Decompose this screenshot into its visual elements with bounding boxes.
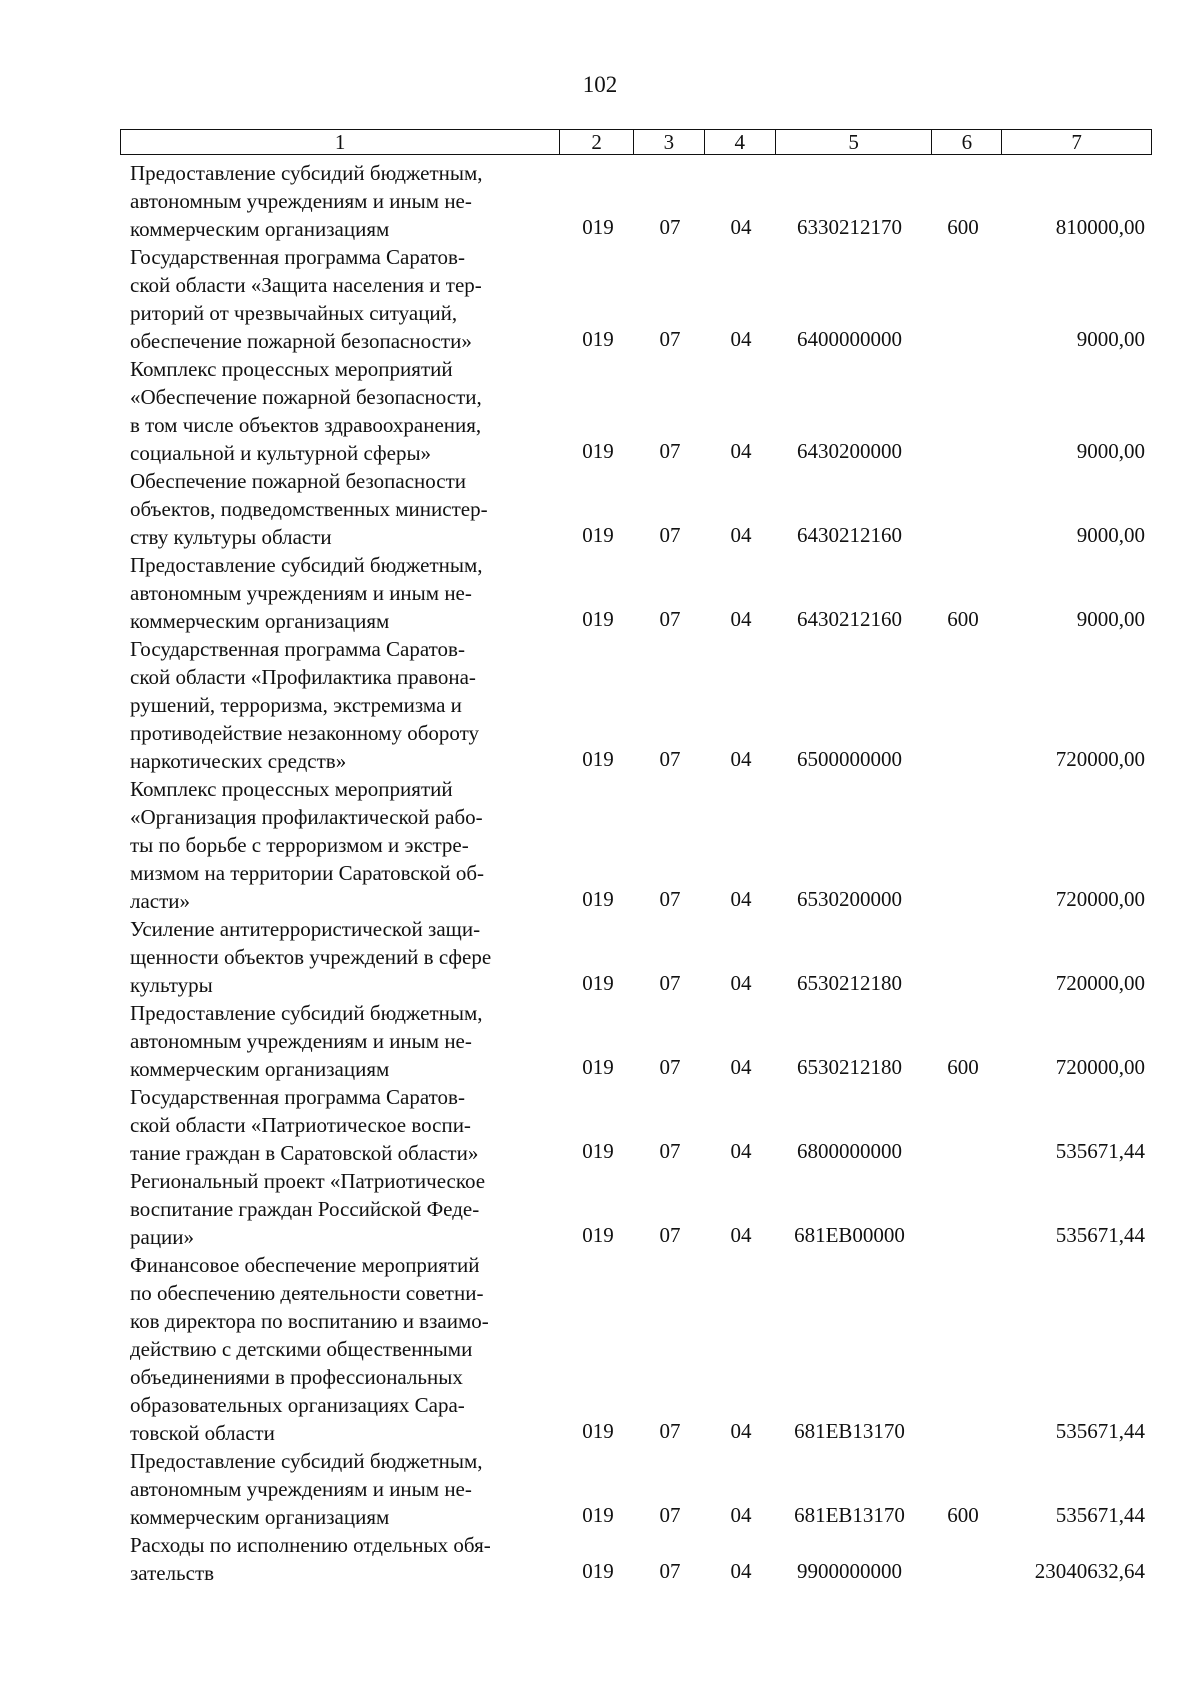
row-col-3: 07 [659, 607, 681, 631]
table-body [0, 159, 1200, 1587]
table-header [120, 129, 1152, 155]
row-col-5: 6430212160 [797, 523, 902, 547]
row-col-7: 535671,44 [1055, 1139, 1145, 1163]
row-description: Комплекс процессных мероприятий «Организация профилактической рабо- ты по борьбе с терроризмом и экстре- мизмом на территории Саратовской об- ласти» [130, 777, 485, 913]
row-col-5: 681EB13170 [794, 1419, 905, 1443]
row-col-7: 535671,44 [1055, 1223, 1145, 1247]
row-col-7: 9000,00 [1076, 607, 1145, 631]
row-col-2: 019 [582, 327, 614, 351]
row-col-3: 07 [659, 1503, 681, 1527]
table-row [0, 1167, 1200, 1251]
row-col-2: 019 [582, 1559, 614, 1583]
row-col-7: 23040632,64 [1034, 1559, 1145, 1583]
row-col-4: 04 [730, 1419, 752, 1443]
row-col-7: 810000,00 [1055, 215, 1145, 239]
row-col-3: 07 [659, 215, 681, 239]
row-col-7: 720000,00 [1055, 1055, 1145, 1079]
row-col-3: 07 [659, 971, 681, 995]
row-col-4: 04 [730, 523, 752, 547]
table-row [0, 1251, 1200, 1447]
row-col-2: 019 [582, 1503, 614, 1527]
row-col-4: 04 [730, 971, 752, 995]
row-col-5: 6400000000 [797, 327, 902, 351]
row-col-3: 07 [659, 1419, 681, 1443]
row-col-4: 04 [730, 747, 752, 771]
row-col-7: 9000,00 [1076, 327, 1145, 351]
row-col-4: 04 [730, 215, 752, 239]
row-col-4: 04 [730, 1223, 752, 1247]
row-col-5: 6430212160 [797, 607, 902, 631]
row-col-7: 9000,00 [1076, 523, 1145, 547]
row-description: Предоставление субсидий бюджетным, автономным учреждениям и иным не- коммерческим организациям [130, 1449, 483, 1529]
row-col-5: 6530212180 [797, 971, 902, 995]
row-col-5: 6330212170 [797, 215, 902, 239]
row-description: Усиление антитеррористической защи- щенности объектов учреждений в сфере культуры [130, 917, 492, 997]
row-description: Государственная программа Саратов- ской области «Патриотическое воспи- тание граждан в Саратовской области» [130, 1085, 479, 1165]
row-description: Финансовое обеспечение мероприятий по обеспечению деятельности советни- ков директора по воспитанию и взаимо- действию с детскими общественными объединениями в профессиональных образовательных организациях Сара- товской области [130, 1253, 489, 1445]
row-col-7: 720000,00 [1055, 747, 1145, 771]
row-col-2: 019 [582, 971, 614, 995]
row-col-5: 681EB00000 [794, 1223, 905, 1247]
table-row [0, 915, 1200, 999]
header-col-3: 3 [634, 130, 705, 154]
row-col-4: 04 [730, 1055, 752, 1079]
row-col-7: 9000,00 [1076, 439, 1145, 463]
row-description: Комплекс процессных мероприятий «Обеспечение пожарной безопасности, в том числе объектов здравоохранения, социальной и культурной сферы» [130, 357, 482, 465]
row-col-5: 6530200000 [797, 887, 902, 911]
table-row [0, 999, 1200, 1083]
row-col-2: 019 [582, 747, 614, 771]
table-row [0, 1447, 1200, 1531]
header-col-7: 7 [1071, 129, 1082, 154]
page-number: 102 [582, 72, 618, 97]
row-col-7: 535671,44 [1055, 1419, 1145, 1443]
row-description: Обеспечение пожарной безопасности объектов, подведомственных министер- ству культуры области [130, 469, 488, 549]
row-col-4: 04 [730, 1139, 752, 1163]
row-col-3: 07 [659, 747, 681, 771]
row-description: Расходы по исполнению отдельных обя- зательств [130, 1533, 491, 1585]
table-row [0, 635, 1200, 775]
row-col-4: 04 [730, 1559, 752, 1583]
row-col-4: 04 [730, 887, 752, 911]
row-description: Государственная программа Саратов- ской области «Защита населения и тер- риторий от чрезвычайных ситуаций, обеспечение пожарной безопасности» [130, 245, 482, 353]
row-col-6: 600 [947, 1055, 979, 1079]
row-col-7: 535671,44 [1055, 1503, 1145, 1527]
row-col-3: 07 [659, 1223, 681, 1247]
row-description: Предоставление субсидий бюджетным, автономным учреждениям и иным не- коммерческим организациям [130, 161, 483, 241]
row-col-2: 019 [582, 887, 614, 911]
table-row [0, 775, 1200, 915]
row-description: Предоставление субсидий бюджетным, автономным учреждениям и иным не- коммерческим организациям [130, 1001, 483, 1081]
row-col-2: 019 [582, 1223, 614, 1247]
row-col-6: 600 [947, 215, 979, 239]
row-col-2: 019 [582, 607, 614, 631]
row-col-3: 07 [659, 1559, 681, 1583]
row-col-3: 07 [659, 439, 681, 463]
row-col-5: 681EB13170 [794, 1503, 905, 1527]
row-description: Региональный проект «Патриотическое воспитание граждан Российской Феде- рации» [130, 1169, 486, 1249]
table-row [0, 1531, 1200, 1587]
row-col-5: 6800000000 [797, 1139, 902, 1163]
table-row [0, 467, 1200, 551]
row-description: Государственная программа Саратов- ской области «Профилактика правона- рушений, терроризма, экстремизма и противодействие незаконному обороту наркотических средств» [130, 637, 480, 773]
row-col-3: 07 [659, 327, 681, 351]
header-col-5: 5 [776, 130, 933, 154]
row-col-5: 9900000000 [797, 1559, 902, 1583]
row-col-4: 04 [730, 327, 752, 351]
table-row [0, 1083, 1200, 1167]
row-col-2: 019 [582, 439, 614, 463]
table-row [0, 551, 1200, 635]
row-col-3: 07 [659, 1055, 681, 1079]
table-row [0, 355, 1200, 467]
row-description: Предоставление субсидий бюджетным, автономным учреждениям и иным не- коммерческим организациям [130, 553, 483, 633]
row-col-5: 6530212180 [797, 1055, 902, 1079]
row-col-2: 019 [582, 1419, 614, 1443]
row-col-2: 019 [582, 215, 614, 239]
row-col-3: 07 [659, 1139, 681, 1163]
row-col-4: 04 [730, 1503, 752, 1527]
row-col-6: 600 [947, 607, 979, 631]
row-col-5: 6430200000 [797, 439, 902, 463]
row-col-5: 6500000000 [797, 747, 902, 771]
row-col-2: 019 [582, 1139, 614, 1163]
table-row [0, 159, 1200, 243]
header-col-1: 1 [121, 130, 560, 154]
row-col-4: 04 [730, 607, 752, 631]
row-col-3: 07 [659, 523, 681, 547]
row-col-7: 720000,00 [1055, 971, 1145, 995]
row-col-6: 600 [947, 1503, 979, 1527]
header-col-4: 4 [705, 130, 776, 154]
row-col-3: 07 [659, 887, 681, 911]
header-col-2: 2 [560, 130, 634, 154]
row-col-2: 019 [582, 523, 614, 547]
row-col-7: 720000,00 [1055, 887, 1145, 911]
row-col-2: 019 [582, 1055, 614, 1079]
row-col-4: 04 [730, 439, 752, 463]
table-row [0, 243, 1200, 355]
header-col-6: 6 [932, 130, 1002, 154]
